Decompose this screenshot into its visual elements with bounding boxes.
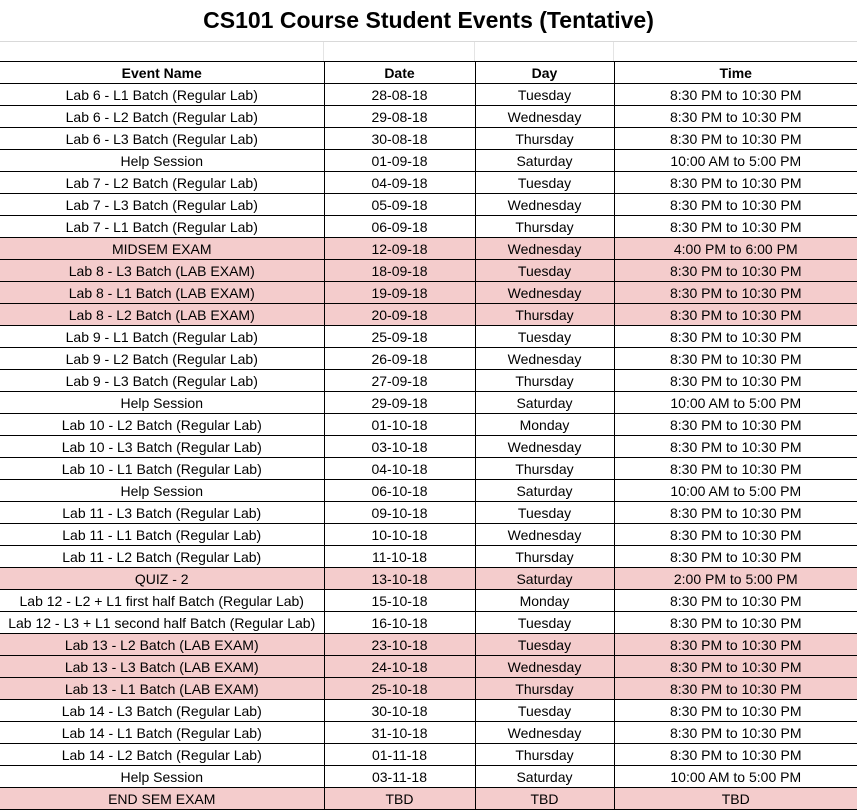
event-name-cell: Lab 9 - L2 Batch (Regular Lab): [0, 348, 324, 370]
table-row: [0, 788, 857, 810]
day-cell: Thursday: [475, 128, 614, 150]
table-row: [0, 414, 857, 436]
date-cell: 30-08-18: [324, 128, 475, 150]
event-name-cell: Lab 7 - L1 Batch (Regular Lab): [0, 216, 324, 238]
time-cell: 8:30 PM to 10:30 PM: [614, 590, 857, 612]
time-cell: 8:30 PM to 10:30 PM: [614, 260, 857, 282]
day-cell: Thursday: [475, 744, 614, 766]
date-cell: 03-10-18: [324, 436, 475, 458]
date-cell: 29-08-18: [324, 106, 475, 128]
date-cell: 29-09-18: [324, 392, 475, 414]
time-cell: 10:00 AM to 5:00 PM: [614, 766, 857, 788]
day-cell: Monday: [475, 590, 614, 612]
day-cell: Wednesday: [475, 524, 614, 546]
event-name-cell: Lab 11 - L2 Batch (Regular Lab): [0, 546, 324, 568]
day-cell: Saturday: [475, 766, 614, 788]
table-row: [0, 480, 857, 502]
day-cell: Tuesday: [475, 612, 614, 634]
date-cell: 03-11-18: [324, 766, 475, 788]
time-cell: 8:30 PM to 10:30 PM: [614, 84, 857, 106]
event-name-cell: Lab 8 - L2 Batch (LAB EXAM): [0, 304, 324, 326]
table-row: [0, 326, 857, 348]
event-name-cell: Lab 13 - L3 Batch (LAB EXAM): [0, 656, 324, 678]
table-row: [0, 634, 857, 656]
date-cell: 25-10-18: [324, 678, 475, 700]
date-cell: 09-10-18: [324, 502, 475, 524]
time-cell: 8:30 PM to 10:30 PM: [614, 414, 857, 436]
date-cell: 27-09-18: [324, 370, 475, 392]
event-name-cell: Lab 6 - L1 Batch (Regular Lab): [0, 84, 324, 106]
date-cell: 18-09-18: [324, 260, 475, 282]
event-name-cell: Lab 12 - L3 + L1 second half Batch (Regular Lab): [0, 612, 324, 634]
time-cell: 8:30 PM to 10:30 PM: [614, 546, 857, 568]
time-cell: 8:30 PM to 10:30 PM: [614, 348, 857, 370]
header-event-name: Event Name: [0, 62, 324, 84]
time-cell: 8:30 PM to 10:30 PM: [614, 282, 857, 304]
time-cell: TBD: [614, 788, 857, 810]
table-row: [0, 216, 857, 238]
day-cell: Thursday: [475, 216, 614, 238]
day-cell: Saturday: [475, 150, 614, 172]
time-cell: 8:30 PM to 10:30 PM: [614, 436, 857, 458]
event-name-cell: Lab 7 - L3 Batch (Regular Lab): [0, 194, 324, 216]
time-cell: 8:30 PM to 10:30 PM: [614, 106, 857, 128]
date-cell: 26-09-18: [324, 348, 475, 370]
date-cell: 11-10-18: [324, 546, 475, 568]
table-row: [0, 458, 857, 480]
table-row: [0, 656, 857, 678]
event-name-cell: Help Session: [0, 766, 324, 788]
table-row: [0, 238, 857, 260]
time-cell: 8:30 PM to 10:30 PM: [614, 216, 857, 238]
header-day: Day: [475, 62, 614, 84]
event-name-cell: Lab 6 - L2 Batch (Regular Lab): [0, 106, 324, 128]
table-row: [0, 546, 857, 568]
table-row: [0, 722, 857, 744]
header-row: [0, 62, 857, 84]
date-cell: 06-10-18: [324, 480, 475, 502]
table-row: [0, 766, 857, 788]
event-name-cell: QUIZ - 2: [0, 568, 324, 590]
time-cell: 4:00 PM to 6:00 PM: [614, 238, 857, 260]
event-name-cell: Lab 13 - L2 Batch (LAB EXAM): [0, 634, 324, 656]
time-cell: 8:30 PM to 10:30 PM: [614, 612, 857, 634]
day-cell: Saturday: [475, 392, 614, 414]
day-cell: Tuesday: [475, 260, 614, 282]
day-cell: Tuesday: [475, 502, 614, 524]
time-cell: 10:00 AM to 5:00 PM: [614, 150, 857, 172]
day-cell: Wednesday: [475, 238, 614, 260]
time-cell: 8:30 PM to 10:30 PM: [614, 656, 857, 678]
date-cell: 01-09-18: [324, 150, 475, 172]
event-name-cell: Lab 7 - L2 Batch (Regular Lab): [0, 172, 324, 194]
table-row: [0, 172, 857, 194]
header-time: Time: [614, 62, 857, 84]
table-row: [0, 700, 857, 722]
event-name-cell: Lab 10 - L3 Batch (Regular Lab): [0, 436, 324, 458]
date-cell: 01-11-18: [324, 744, 475, 766]
date-cell: 06-09-18: [324, 216, 475, 238]
event-name-cell: Lab 14 - L2 Batch (Regular Lab): [0, 744, 324, 766]
date-cell: 01-10-18: [324, 414, 475, 436]
time-cell: 10:00 AM to 5:00 PM: [614, 392, 857, 414]
event-name-cell: Lab 9 - L3 Batch (Regular Lab): [0, 370, 324, 392]
table-row: [0, 128, 857, 150]
day-cell: Wednesday: [475, 722, 614, 744]
table-row: [0, 568, 857, 590]
event-name-cell: END SEM EXAM: [0, 788, 324, 810]
event-name-cell: Help Session: [0, 150, 324, 172]
day-cell: Wednesday: [475, 282, 614, 304]
table-row: [0, 590, 857, 612]
date-cell: 13-10-18: [324, 568, 475, 590]
day-cell: Wednesday: [475, 436, 614, 458]
table-row: [0, 436, 857, 458]
table-row: [0, 612, 857, 634]
day-cell: Saturday: [475, 568, 614, 590]
event-name-cell: Lab 14 - L1 Batch (Regular Lab): [0, 722, 324, 744]
event-name-cell: Lab 14 - L3 Batch (Regular Lab): [0, 700, 324, 722]
table-row: [0, 392, 857, 414]
day-cell: Tuesday: [475, 326, 614, 348]
day-cell: Tuesday: [475, 172, 614, 194]
day-cell: Wednesday: [475, 656, 614, 678]
day-cell: TBD: [475, 788, 614, 810]
date-cell: 24-10-18: [324, 656, 475, 678]
table-row: [0, 260, 857, 282]
date-cell: 20-09-18: [324, 304, 475, 326]
time-cell: 8:30 PM to 10:30 PM: [614, 744, 857, 766]
event-name-cell: Lab 8 - L3 Batch (LAB EXAM): [0, 260, 324, 282]
day-cell: Tuesday: [475, 700, 614, 722]
time-cell: 2:00 PM to 5:00 PM: [614, 568, 857, 590]
table-row: [0, 150, 857, 172]
event-name-cell: Lab 10 - L2 Batch (Regular Lab): [0, 414, 324, 436]
time-cell: 8:30 PM to 10:30 PM: [614, 634, 857, 656]
events-table: [0, 61, 857, 810]
date-cell: 12-09-18: [324, 238, 475, 260]
date-cell: 16-10-18: [324, 612, 475, 634]
header-date: Date: [324, 62, 475, 84]
date-cell: 23-10-18: [324, 634, 475, 656]
table-row: [0, 744, 857, 766]
date-cell: 10-10-18: [324, 524, 475, 546]
event-name-cell: Lab 8 - L1 Batch (LAB EXAM): [0, 282, 324, 304]
event-name-cell: Lab 12 - L2 + L1 first half Batch (Regular Lab): [0, 590, 324, 612]
event-name-cell: Help Session: [0, 392, 324, 414]
time-cell: 8:30 PM to 10:30 PM: [614, 502, 857, 524]
event-name-cell: MIDSEM EXAM: [0, 238, 324, 260]
table-row: [0, 370, 857, 392]
table-row: [0, 524, 857, 546]
table-row: [0, 304, 857, 326]
day-cell: Thursday: [475, 546, 614, 568]
day-cell: Tuesday: [475, 84, 614, 106]
day-cell: Saturday: [475, 480, 614, 502]
day-cell: Thursday: [475, 678, 614, 700]
time-cell: 8:30 PM to 10:30 PM: [614, 304, 857, 326]
empty-spacer-row: [0, 41, 857, 61]
day-cell: Thursday: [475, 458, 614, 480]
date-cell: 25-09-18: [324, 326, 475, 348]
event-name-cell: Lab 11 - L3 Batch (Regular Lab): [0, 502, 324, 524]
time-cell: 8:30 PM to 10:30 PM: [614, 524, 857, 546]
date-cell: 05-09-18: [324, 194, 475, 216]
day-cell: Wednesday: [475, 106, 614, 128]
date-cell: 30-10-18: [324, 700, 475, 722]
day-cell: Tuesday: [475, 634, 614, 656]
day-cell: Wednesday: [475, 348, 614, 370]
time-cell: 8:30 PM to 10:30 PM: [614, 128, 857, 150]
time-cell: 8:30 PM to 10:30 PM: [614, 700, 857, 722]
event-name-cell: Lab 6 - L3 Batch (Regular Lab): [0, 128, 324, 150]
event-name-cell: Lab 13 - L1 Batch (LAB EXAM): [0, 678, 324, 700]
day-cell: Monday: [475, 414, 614, 436]
date-cell: 19-09-18: [324, 282, 475, 304]
event-name-cell: Lab 9 - L1 Batch (Regular Lab): [0, 326, 324, 348]
event-name-cell: Lab 11 - L1 Batch (Regular Lab): [0, 524, 324, 546]
date-cell: TBD: [324, 788, 475, 810]
date-cell: 28-08-18: [324, 84, 475, 106]
page-title: CS101 Course Student Events (Tentative): [203, 7, 654, 33]
day-cell: Wednesday: [475, 194, 614, 216]
time-cell: 8:30 PM to 10:30 PM: [614, 172, 857, 194]
table-row: [0, 678, 857, 700]
table-row: [0, 194, 857, 216]
time-cell: 8:30 PM to 10:30 PM: [614, 678, 857, 700]
table-row: [0, 84, 857, 106]
date-cell: 15-10-18: [324, 590, 475, 612]
date-cell: 31-10-18: [324, 722, 475, 744]
day-cell: Thursday: [475, 304, 614, 326]
table-row: [0, 502, 857, 524]
date-cell: 04-10-18: [324, 458, 475, 480]
time-cell: 8:30 PM to 10:30 PM: [614, 722, 857, 744]
event-name-cell: Lab 10 - L1 Batch (Regular Lab): [0, 458, 324, 480]
time-cell: 8:30 PM to 10:30 PM: [614, 458, 857, 480]
day-cell: Thursday: [475, 370, 614, 392]
date-cell: 04-09-18: [324, 172, 475, 194]
table-row: [0, 348, 857, 370]
time-cell: 10:00 AM to 5:00 PM: [614, 480, 857, 502]
event-name-cell: Help Session: [0, 480, 324, 502]
time-cell: 8:30 PM to 10:30 PM: [614, 326, 857, 348]
table-row: [0, 106, 857, 128]
time-cell: 8:30 PM to 10:30 PM: [614, 370, 857, 392]
table-row: [0, 282, 857, 304]
time-cell: 8:30 PM to 10:30 PM: [614, 194, 857, 216]
